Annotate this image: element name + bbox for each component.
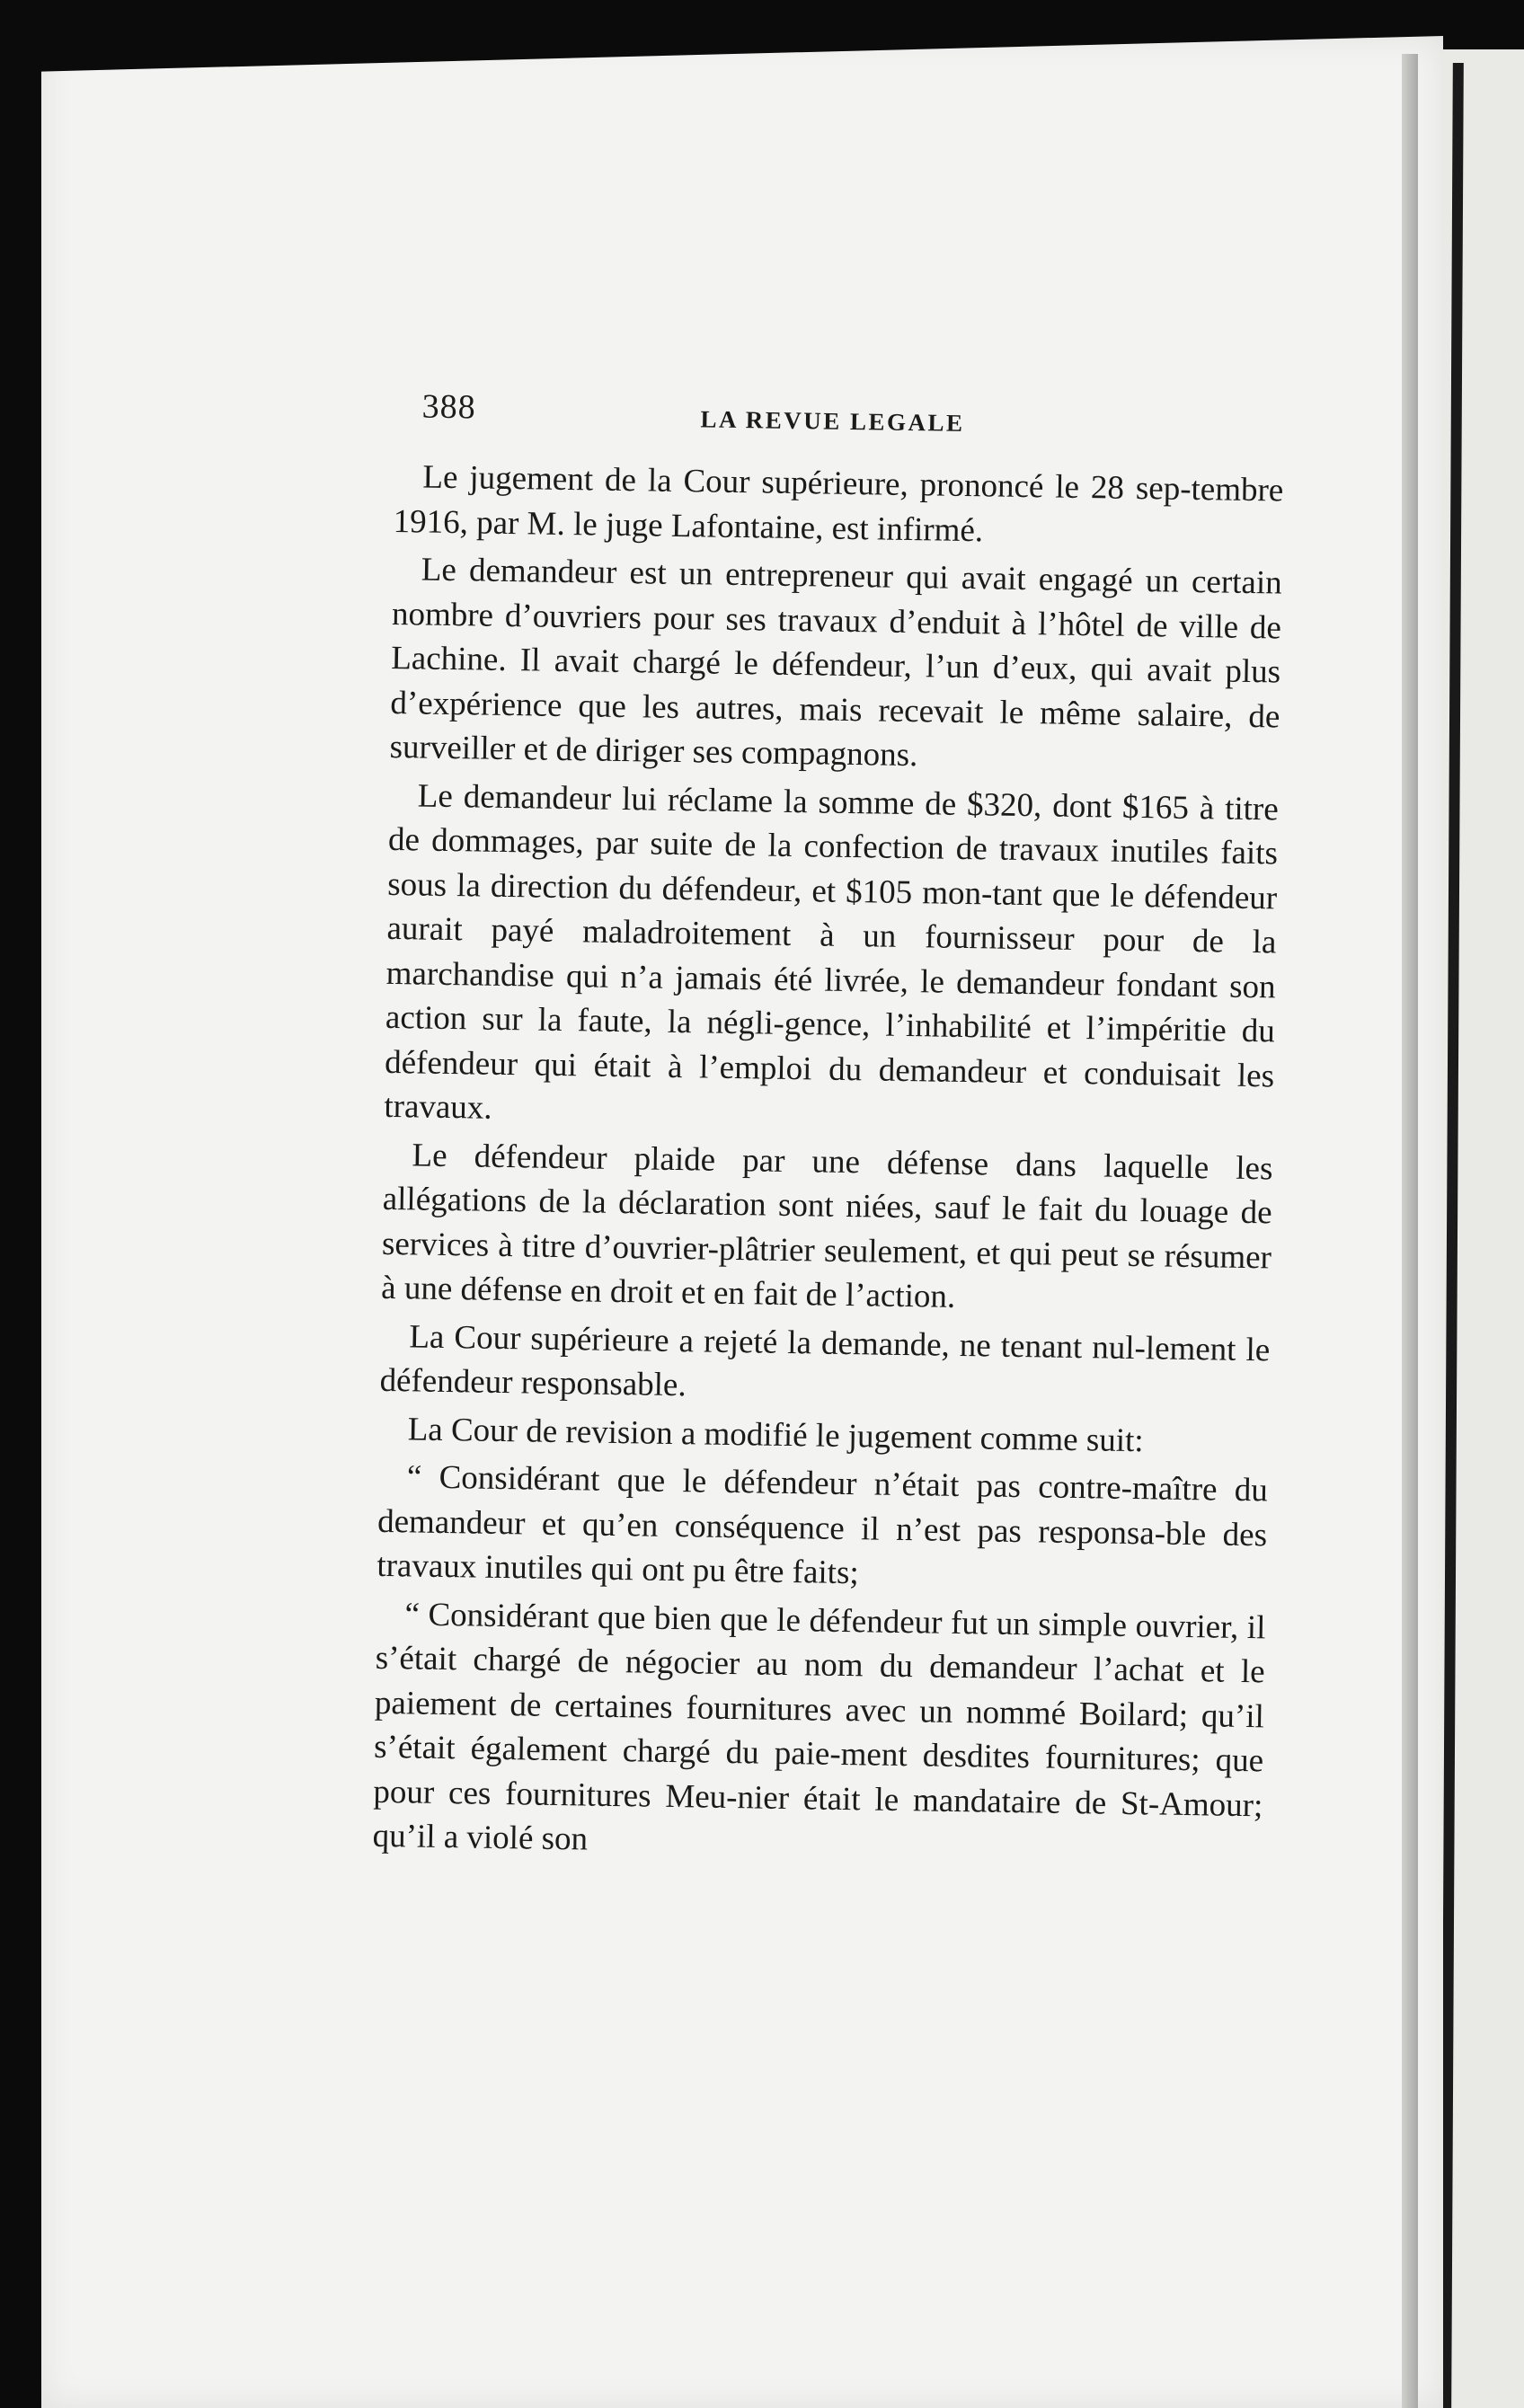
paragraph: Le demandeur lui réclame la somme de $320, dont $165 à titre de dommages, par suite de la confection de travaux inutiles faits sous la direction du défendeur, et $105 mon-tant que le défendeur aurait payé maladroitement à un fournisseur pour de la marchandise qui n’a jamais été livrée, le demandeur fondant son action sur la faute, la négli-gence, l’inhabilité et l’impéritie du défendeur qui était à l’emploi du demandeur et conduisait les travaux. xyxy=(384,776,1280,1127)
page-number: 388 xyxy=(421,387,476,427)
paragraph: Le défendeur plaide par une défense dans laquelle les allégations de la déclaration sont niées, sauf le fait du louage de services à titre d’ouvrier-plâtrier seulement, et qui peut se résumer à une défense en droit et en fait de l’action. xyxy=(380,1136,1273,1315)
page-text-block xyxy=(372,386,1285,1876)
paragraph: La Cour de revision a modifié le jugement comme suit: xyxy=(407,1410,1144,1459)
paragraph: “ Considérant que bien que le défendeur fut un simple ouvrier, il s’était chargé de négocier au nom du demandeur l’achat et le paiement de certaines fournitures avec un nommé Boilard; qu’il s’était également chargé du paie-ment desdites fournitures; que pour ces fournitures Meu-nier était le mandataire de St-Amour; qu’il a violé son xyxy=(372,1595,1266,1858)
page-fold xyxy=(1402,54,1418,2408)
paragraph: Le demandeur est un entrepreneur qui avait engagé un certain nombre d’ouvriers pour ses travaux d’enduit à l’hôtel de ville de Lachine. Il avait chargé le défendeur, l’un d’eux, qui avait plus d’expérience que les autres, mais recevait le même salaire, de surveiller et de diriger ses compagnons. xyxy=(389,551,1283,775)
paragraph: La Cour supérieure a rejeté la demande, ne tenant nul-lement le défendeur responsable. xyxy=(379,1317,1271,1404)
paragraph: Le jugement de la Cour supérieure, prononcé le 28 sep-tembre 1916, par M. le juge Lafontaine, est infirmé. xyxy=(393,458,1284,549)
running-title: LA REVUE LEGALE xyxy=(700,405,965,437)
paragraph: “ Considérant que le défendeur n’était pas contre-maître du demandeur et qu’en conséquence il n’est pas responsa-ble des travaux inutiles qui ont pu être faits; xyxy=(377,1458,1269,1592)
running-header xyxy=(394,386,1285,464)
